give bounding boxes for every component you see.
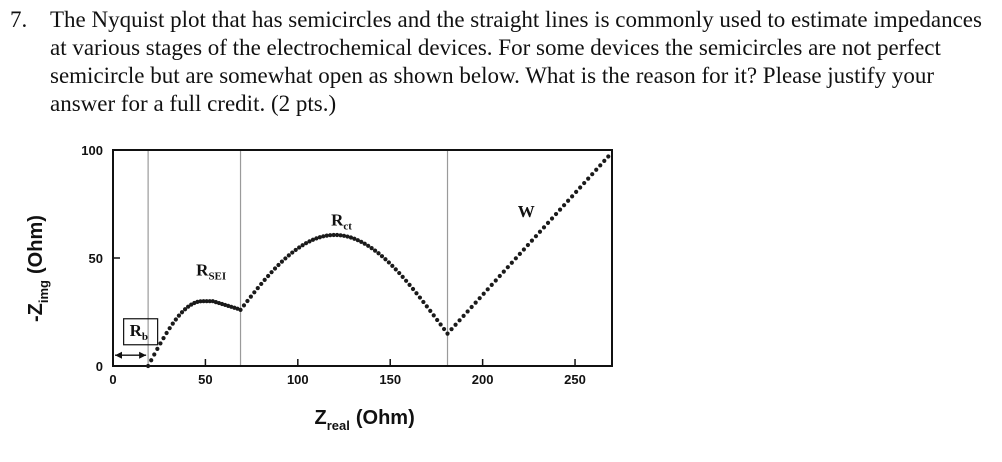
data-point [256, 286, 260, 290]
data-point [263, 278, 267, 282]
data-point [366, 244, 370, 248]
data-point [598, 163, 602, 167]
data-point [428, 309, 432, 313]
data-point [276, 263, 280, 267]
data-point [249, 295, 253, 299]
data-point [442, 327, 446, 331]
data-point [582, 181, 586, 185]
data-point [259, 282, 263, 286]
x-tick-label: 0 [109, 372, 117, 387]
data-point [158, 341, 162, 345]
data-point [266, 274, 270, 278]
data-point [411, 287, 415, 291]
data-point [574, 190, 578, 194]
data-point [149, 358, 153, 362]
data-point [445, 332, 449, 336]
data-point [269, 270, 273, 274]
data-point [370, 246, 374, 250]
data-point [474, 301, 478, 305]
data-point [383, 257, 387, 261]
data-point [177, 314, 181, 318]
rb-arrow-head-right [139, 352, 146, 359]
data-point [380, 254, 384, 258]
data-point [373, 248, 377, 252]
data-point [432, 313, 436, 317]
data-point [530, 239, 534, 243]
data-point [294, 248, 298, 252]
x-tick-label: 100 [286, 372, 309, 387]
rb-arrow-head-left [115, 352, 122, 359]
data-point [466, 309, 470, 313]
data-point [518, 252, 522, 256]
x-tick-label: 250 [564, 372, 586, 387]
data-point [538, 230, 542, 234]
y-tick-label: 100 [81, 143, 103, 158]
data-point [287, 253, 291, 257]
data-point [470, 305, 474, 309]
data-point [502, 270, 506, 274]
plot-frame [113, 150, 612, 366]
data-point [506, 265, 510, 269]
x-tick-label: 50 [198, 372, 213, 387]
data-point [146, 364, 150, 368]
data-point [342, 234, 346, 238]
data-point [578, 185, 582, 189]
data-point [486, 287, 490, 291]
data-point [590, 172, 594, 176]
data-point [562, 203, 566, 207]
data-point [155, 347, 159, 351]
data-point [418, 295, 422, 299]
data-point [570, 194, 574, 198]
y-tick-label: 0 [95, 359, 103, 374]
data-point [387, 260, 391, 264]
annotation-label: W [517, 201, 535, 221]
data-point [168, 326, 172, 330]
data-point [394, 267, 398, 271]
data-point [425, 304, 429, 308]
data-point [558, 208, 562, 212]
data-point [586, 177, 590, 181]
data-point [498, 274, 502, 278]
data-point [407, 283, 411, 287]
data-point [482, 292, 486, 296]
data-point [526, 243, 530, 247]
data-point [453, 323, 457, 327]
data-point [602, 159, 606, 163]
data-point [594, 168, 598, 172]
data-point [461, 314, 465, 318]
data-point [280, 260, 284, 264]
x-tick-label: 150 [379, 372, 402, 387]
data-point [283, 256, 287, 260]
data-point [376, 251, 380, 255]
data-point [534, 234, 538, 238]
data-point [273, 266, 277, 270]
question-text: The Nyquist plot that has semicircles and the straight lines is commonly used to estimate impedances at various stages of the electrochemical devices. For some devices the semicircles are not perfect semicircle but are somewhat open as shown below. What is the reason for it? Please justify your answer for a full credit. (2 pts.) [50, 7, 982, 116]
data-point [174, 317, 178, 321]
x-axis-title: $Z_{real}$ (Ohm) [314, 407, 415, 433]
y-tick-label: 50 [88, 251, 103, 266]
data-point [390, 264, 394, 268]
data-point [421, 300, 425, 304]
data-point [161, 336, 165, 340]
data-point [554, 212, 558, 216]
data-point [238, 308, 242, 312]
data-point [245, 299, 249, 303]
annotation-label: $R_{ct}$ [331, 210, 352, 233]
annotation-label: $R_b$ [129, 320, 149, 343]
data-point [435, 318, 439, 322]
data-point [550, 216, 554, 220]
data-point [449, 327, 453, 331]
data-point [439, 322, 443, 326]
data-point [457, 318, 461, 322]
data-point [180, 310, 184, 314]
data-point [164, 331, 168, 335]
data-point [490, 283, 494, 287]
question-number: 7. [10, 7, 28, 32]
data-point [242, 303, 246, 307]
y-axis-title: $-Z_{img}(Ohm)$ [25, 215, 51, 322]
data-point [290, 250, 294, 254]
data-point [606, 154, 610, 158]
data-point [397, 271, 401, 275]
data-point [414, 291, 418, 295]
data-point [510, 261, 514, 265]
data-point [542, 225, 546, 229]
data-point [514, 256, 518, 260]
x-tick-label: 200 [471, 372, 494, 387]
data-point [252, 290, 256, 294]
data-point [494, 278, 498, 282]
data-point [171, 322, 175, 326]
data-point [297, 245, 301, 249]
data-point [546, 221, 550, 225]
data-point [566, 199, 570, 203]
data-point [401, 275, 405, 279]
data-point [404, 279, 408, 283]
data-point [478, 296, 482, 300]
annotation-label: $R_{SEI}$ [196, 260, 227, 283]
data-point [152, 352, 156, 356]
data-point [522, 247, 526, 251]
